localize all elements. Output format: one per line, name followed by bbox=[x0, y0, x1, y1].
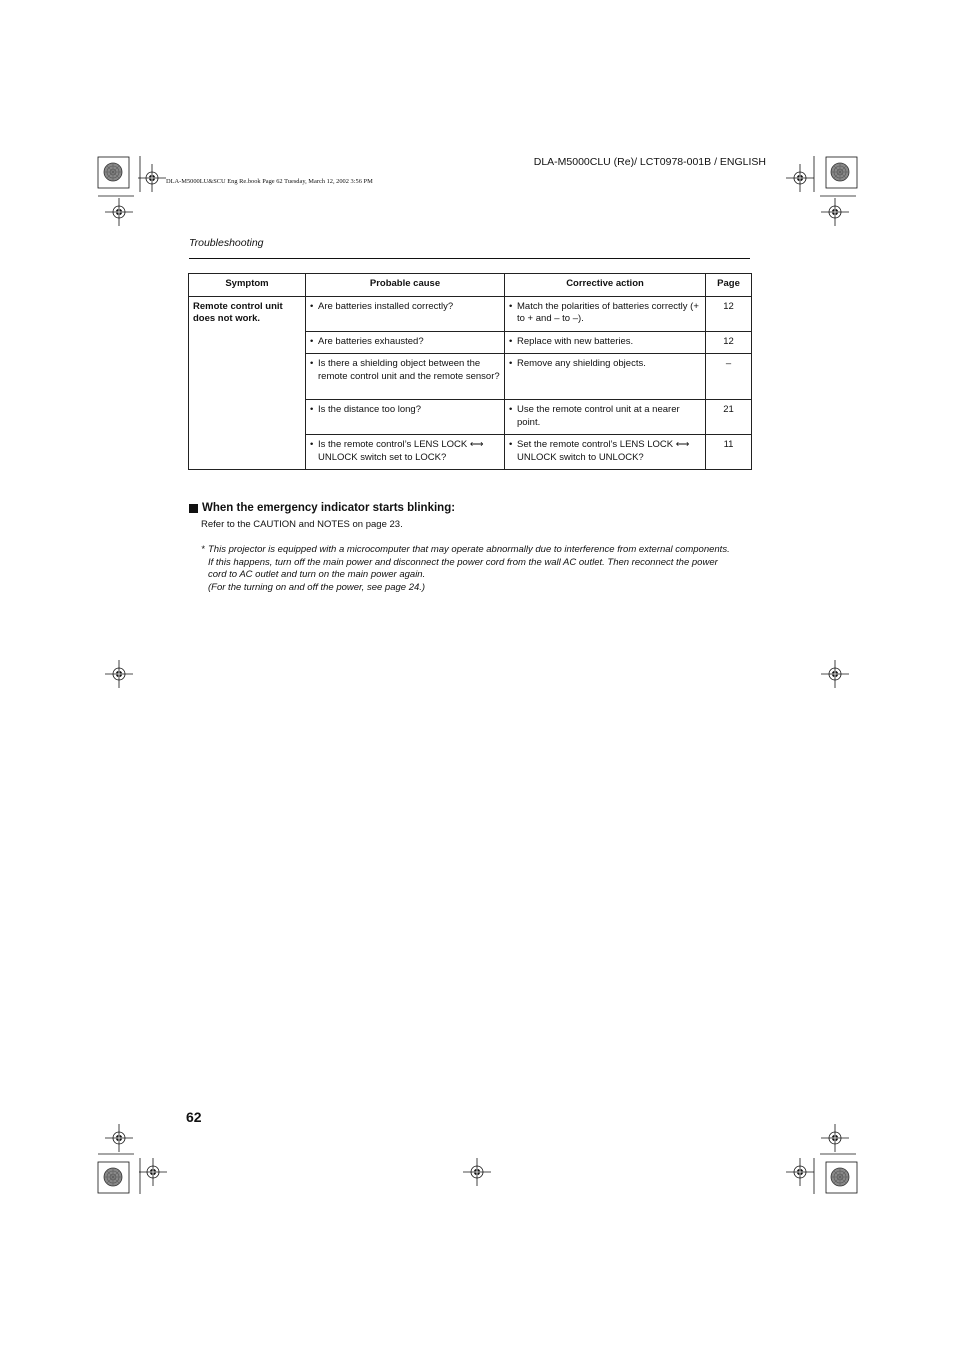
cause-text: Is there a shielding object between the remote control unit and the remote sensor? bbox=[318, 358, 500, 382]
column-header-page: Page bbox=[706, 274, 752, 297]
page-cell: 11 bbox=[706, 435, 752, 470]
note-text: This projector is equipped with a microcomputer that may operate abnormally due to interference from external components. If this happens, turn off the main power and disconnect the power cord from the wall AC outlet. Then reconnect the power cord to AC outlet and turn on the main power again. bbox=[208, 544, 730, 581]
page-cell: – bbox=[706, 354, 752, 400]
note-asterisk: * bbox=[201, 544, 205, 555]
troubleshooting-table bbox=[188, 273, 752, 470]
action-cell bbox=[505, 296, 706, 331]
page-cell: 21 bbox=[706, 400, 752, 435]
bullet: • bbox=[509, 300, 513, 312]
bullet: • bbox=[310, 335, 314, 347]
header-rule bbox=[189, 258, 750, 259]
bullet: • bbox=[509, 358, 513, 369]
emergency-reference: Refer to the CAUTION and NOTES on page 23. bbox=[201, 519, 403, 530]
book-info-line: DLA-M5000LU&SCU Eng Re.book Page 62 Tuesday, March 12, 2002 3:56 PM bbox=[166, 178, 373, 185]
cause-text: Are batteries installed correctly? bbox=[318, 300, 454, 312]
bullet: • bbox=[310, 300, 314, 312]
table-header-row bbox=[189, 274, 752, 297]
page-cell: 12 bbox=[706, 296, 752, 331]
emergency-heading-text: When the emergency indicator starts blinking: bbox=[202, 502, 456, 514]
cause-cell bbox=[306, 400, 505, 435]
section-header: Troubleshooting bbox=[189, 237, 264, 249]
cause-cell bbox=[306, 331, 505, 354]
column-header-probable-cause: Probable cause bbox=[306, 274, 505, 297]
cause-text: Are batteries exhausted? bbox=[318, 335, 424, 347]
bullet: • bbox=[310, 358, 314, 369]
microcomputer-note bbox=[201, 544, 731, 594]
action-cell bbox=[505, 435, 706, 470]
action-cell bbox=[505, 354, 706, 400]
action-text: Use the remote control unit at a nearer point. bbox=[517, 404, 680, 428]
symptom-cell: Remote control unit does not work. bbox=[189, 296, 306, 470]
table-row bbox=[189, 296, 752, 331]
page-number: 62 bbox=[186, 1109, 202, 1125]
bullet: • bbox=[509, 439, 513, 450]
column-header-corrective-action: Corrective action bbox=[505, 274, 706, 297]
note-subtext: (For the turning on and off the power, see page 24.) bbox=[208, 581, 426, 593]
action-text: Remove any shielding objects. bbox=[517, 358, 646, 369]
document-id: DLA-M5000CLU (Re)/ LCT0978-001B / ENGLISH bbox=[533, 156, 766, 168]
cause-cell bbox=[306, 435, 505, 470]
cause-cell bbox=[306, 354, 505, 400]
cause-cell bbox=[306, 296, 505, 331]
emergency-indicator-heading bbox=[189, 502, 455, 514]
action-text: Replace with new batteries. bbox=[517, 335, 634, 347]
bullet: • bbox=[509, 335, 513, 347]
bullet: • bbox=[310, 404, 314, 415]
action-text: Set the remote control’s LENS LOCK ⟷ UNLOCK switch to UNLOCK? bbox=[517, 439, 690, 463]
action-text: Match the polarities of batteries correctly (+ to + and – to –). bbox=[517, 300, 699, 324]
action-cell bbox=[505, 331, 706, 354]
cause-text: Is the remote control’s LENS LOCK ⟷ UNLOCK switch set to LOCK? bbox=[318, 439, 484, 463]
bullet: • bbox=[509, 404, 513, 415]
page-cell: 12 bbox=[706, 331, 752, 354]
action-cell bbox=[505, 400, 706, 435]
cause-text: Is the distance too long? bbox=[318, 404, 421, 415]
bullet: • bbox=[310, 439, 314, 450]
column-header-symptom: Symptom bbox=[189, 274, 306, 297]
square-bullet-icon bbox=[189, 504, 198, 513]
